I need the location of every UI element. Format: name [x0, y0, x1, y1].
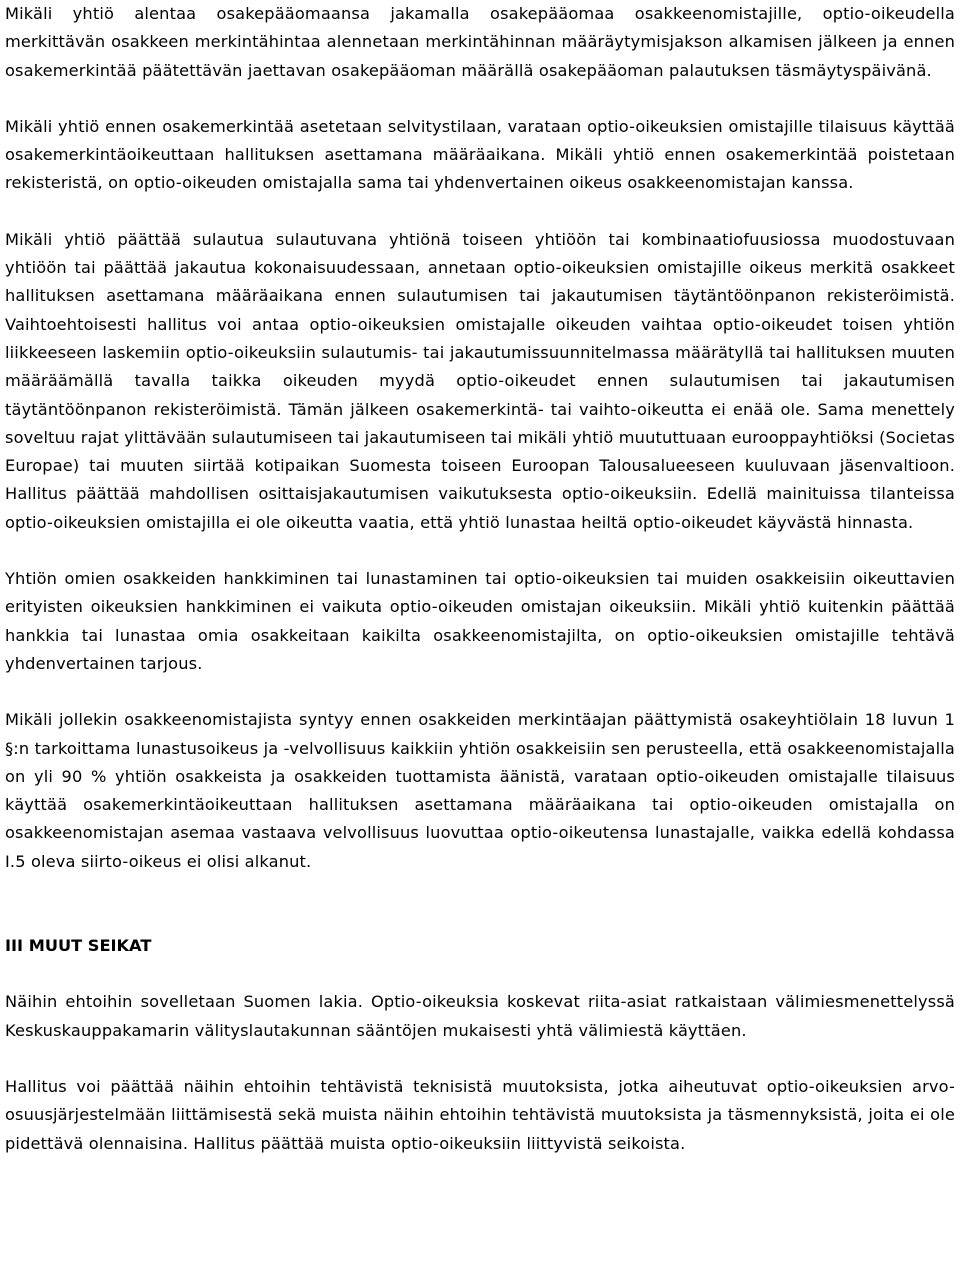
paragraph-liquidation: Mikäli yhtiö ennen osakemerkintää asetetaan selvitystilaan, varataan optio-oikeuksien omistajille tilaisuus käyttää osakemerkintäoikeuttaan hallituksen asettamana määräaikana. Mikäli yhtiö ennen osakemerkintää poistetaan rekisteristä, on optio-oikeuden omistajalla sama tai yhdenvertainen oikeus osakkeenomistajan kanssa. — [5, 116, 955, 193]
paragraph-board-amendments: Hallitus voi päättää näihin ehtoihin tehtävistä teknisistä muutoksista, jotka aiheutuvat optio-oikeuksien arvo-osuusjärjestelmään liittämisestä sekä muista näihin ehtoihin tehtävistä muutoksista ja täsmennyksistä, joita ei ole pidettävä olennaisina. Hallitus päättää muista optio-oikeuksiin liittyvistä seikoista. — [5, 1076, 955, 1153]
paragraph-share-capital-reduction: Mikäli yhtiö alentaa osakepääomaansa jakamalla osakepääomaa osakkeenomistajille, optio-oikeudella merkittävän osakkeen merkintähintaa alennetaan merkintähinnan määräytymisjakson alkamisen jälkeen ja ennen osakemerkintää päätettävän jaettavan osakepääoman määrällä osakepääoman palautuksen täsmäytyspäivänä. — [5, 4, 955, 80]
section-heading: III MUUT SEIKAT — [5, 936, 152, 956]
paragraph-redemption-right: Mikäli jollekin osakkeenomistajista syntyy ennen osakkeiden merkintäajan päättymistä osakeyhtiölain 18 luvun 1 §:n tarkoittama lunastusoikeus ja -velvollisuus kaikkiin yhtiön osakkeisiin sen perusteella, että osakkeenomistajalla on yli 90 % yhtiön osakkeista ja osakkeiden tuottamista äänistä, varataan optio-oikeuden omistajalle tilaisuus käyttää osakemerkintäoikeuttaan hallituksen asettamana määräaikana tai optio-oikeuden omistajalla on osakkeenomistajan asemaa vastaava velvollisuus luovuttaa optio-oikeutensa lunastajalle, vaikka edellä kohdassa I.5 oleva siirto-oikeus ei olisi alkanut. — [5, 710, 955, 871]
paragraph-governing-law: Näihin ehtoihin sovelletaan Suomen lakia. Optio-oikeuksia koskevat riita-asiat ratkaistaan välimiesmenettelyssä Keskuskauppakamarin välityslautakunnan sääntöjen mukaisesti yhtä välimiestä käyttäen. — [5, 992, 955, 1040]
paragraph-merger-demerger: Mikäli yhtiö päättää sulautua sulautuvana yhtiönä toiseen yhtiöön tai kombinaatiofuusiossa muodostuvaan yhtiöön tai päättää jakautua kokonaisuudessaan, annetaan optio-oikeuksien omistajille oikeus merkitä osakkeet hallituksen asettamana määräaikana ennen sulautumisen tai jakautumisen täytäntöönpanon rekisteröimistä. Vaihtoehtoisesti hallitus voi antaa optio-oikeuksien omistajalle oikeuden vaihtaa optio-oikeudet toisen yhtiön liikkeeseen laskemiin optio-oikeuksiin sulautumis- tai jakautumissuunnitelmassa määrätyllä tai hallituksen muuten määräämällä tavalla taikka oikeuden myydä optio-oikeudet ennen sulautumisen tai jakautumisen täytäntöönpanon rekisteröimistä. Tämän jälkeen osakemerkintä- tai vaihto-oikeutta ei enää ole. Sama menettely soveltuu rajat ylittävään sulautumiseen tai jakautumiseen tai mikäli yhtiö muututtuaan eurooppayhtiöksi (Societas Europae) tai muuten siirtää kotipaikan Suomesta toiseen Euroopan Talousalueeseen kuuluvaan jäsenvaltioon. Hallitus päättää mahdollisen osittaisjakautumisen vaikutuksesta optio-oikeuksiin. Edellä mainituissa tilanteissa optio-oikeuksien omistajilla ei ole oikeutta vaatia, että yhtiö lunastaa heiltä optio-oikeudet käyvästä hinnasta. — [5, 229, 955, 532]
paragraph-own-shares: Yhtiön omien osakkeiden hankkiminen tai lunastaminen tai optio-oikeuksien tai muiden osakkeisiin oikeuttavien erityisten oikeuksien hankkiminen ei vaikuta optio-oikeuden omistajan oikeuksiin. Mikäli yhtiö kuitenkin päättää hankkia tai lunastaa omia osakkeitaan kaikilta osakkeenomistajilta, on optio-oikeuksien omistajille tehtävä yhdenvertainen tarjous. — [5, 569, 955, 673]
document-page — [5, 0, 955, 1158]
